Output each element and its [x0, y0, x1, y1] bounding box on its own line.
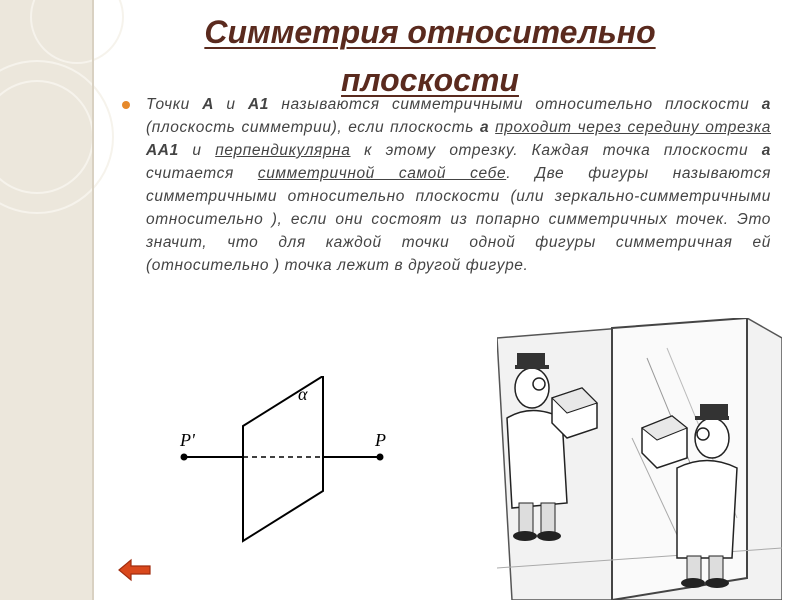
paragraph-segment: . Две фигуры называются симметричными относительно плоскости (или зеркально-симметричными относительно ), если они состоят из попарно симметричных точек. Это значит, что для каждой точки одной фигуры симметричная ей (относительно ) точка лежит в другой фигуре. [146, 165, 771, 274]
title-line-2: плоскости [341, 62, 519, 98]
point-p [377, 454, 384, 461]
paragraph-segment: Точки [146, 96, 203, 113]
plane-alpha-shape [243, 376, 323, 541]
paragraph-segment: считается [146, 165, 258, 182]
mirror-cartoon-illustration [497, 318, 782, 600]
label-alpha: α [298, 384, 308, 404]
paragraph-segment: и [178, 142, 216, 159]
paragraph-segment: a [761, 96, 771, 113]
paragraph-segment: A [202, 96, 215, 113]
paragraph-segment: и [214, 96, 248, 113]
paragraph-segment: (плоскость симметрии), если плоскость [146, 119, 480, 136]
symmetry-plane-diagram [176, 376, 396, 551]
label-p: P [375, 430, 386, 450]
paragraph-segment: AA1 [146, 142, 179, 159]
paragraph-segment: проходит через середину отрезка [495, 119, 771, 136]
paragraph-segment: называются симметричными относительно плоскости [269, 96, 762, 113]
left-decorative-band [0, 0, 92, 600]
bullet-dot-icon [122, 101, 130, 109]
paragraph-segment: к этому отрезку. Каждая точка плоскости [350, 142, 762, 159]
paragraph-segment: a [479, 119, 490, 136]
point-p-prime [181, 454, 188, 461]
slide-title [150, 8, 710, 104]
slide-divider [92, 0, 94, 600]
paragraph-segment: перпендикулярна [215, 142, 351, 159]
title-line-1: Симметрия относительно [204, 14, 656, 50]
back-arrow-icon[interactable] [117, 558, 153, 582]
paragraph-segment: A1 [248, 96, 270, 113]
label-p-prime: P' [180, 430, 195, 450]
paragraph-segment: a [761, 142, 771, 159]
definition-paragraph [146, 93, 771, 277]
paragraph-segment: симметричной самой себе [257, 165, 507, 182]
